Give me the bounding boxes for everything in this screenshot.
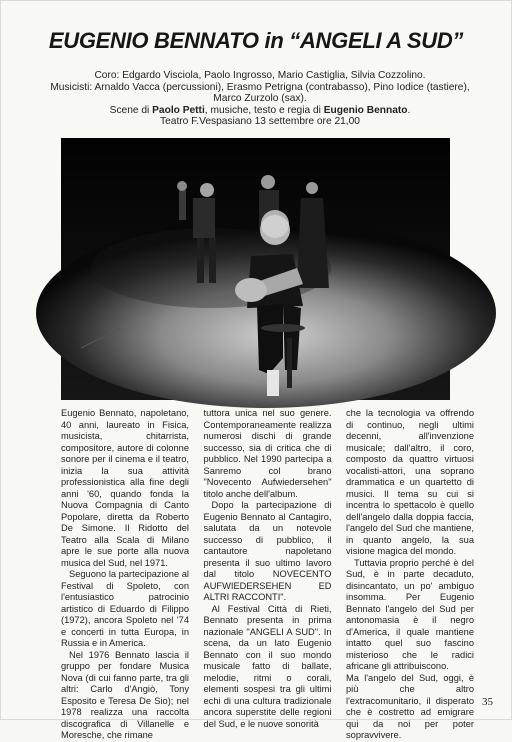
article-column-3 bbox=[346, 408, 474, 740]
credits-musicians-cont: Marco Zurzolo (sax). bbox=[213, 93, 307, 105]
article-paragraph: Dopo la partecipazione di Eugenio Bennato al Cantagiro, salutata da un notevole successo di pubblico, il cantautore napoletano presenta il suo ultimo lavoro dal titolo NOVECENTO AUFWIEDERSEHEN ED ALTRI RACCONTI". bbox=[203, 500, 332, 602]
article-paragraph: Seguono la partecipazione al Festival di Spoleto, con l'entusiastico patrocinio artistico di Eduardo di Filippo (1972), ancora Spoleto nel '74 e concerti in tutta Europa, in Russia e in America. bbox=[61, 569, 189, 648]
credits-block bbox=[40, 70, 480, 128]
page-number: 35 bbox=[482, 696, 493, 708]
page-title: EUGENIO BENNATO in “ANGELI A SUD” bbox=[48, 28, 464, 53]
scenographer-name: Paolo Petti bbox=[152, 104, 205, 116]
credits-direction: Scene di Paolo Petti, musiche, testo e regia di Eugenio Bennato. bbox=[109, 104, 411, 116]
article-paragraph: Tuttavia proprio perché è del Sud, è in parte decaduto, disincantato, un po' ambiguo insomma. Per Eugenio Bennato l'angelo del Sud per antonomasia è il negro d'America, il quale mantiene intatto quel suo fascino misterioso che le radici africane gli attribuiscono. bbox=[346, 557, 474, 671]
article-column-1 bbox=[61, 408, 189, 740]
credits-musicians: Musicisti: Arnaldo Vacca (percussioni), Erasmo Petrigna (contrabasso), Pino Iodice (tastiere), bbox=[50, 81, 470, 93]
director-name: Eugenio Bennato bbox=[323, 104, 408, 116]
article-paragraph: Ma l'angelo del Sud, oggi, è più che altro l'extracomunitario, il disperato che è costretto ad emigrare qui da noi per poter sopravvivere. bbox=[346, 672, 474, 740]
article-paragraph: Nel 1976 Bennato lascia il gruppo per fondare Musica Nova (di cui fanno parte, tra gli altri: Carlo d'Angiò, Tony Esposito e Teresa De Sio); nel 1978 realizza una raccolta discografica di Villanelle e Moresche, che rimane bbox=[61, 649, 189, 740]
article-paragraph: che la tecnologia va offrendo di continuo, negli ultimi decenni, all'invenzione musicale; dall'altro, il coro, composto da quattro virtuosi vocalisti-attori, una soprano drammatica e un quartetto di musici. Il tema su cui si incentra lo spettacolo è quello dell'angelo dalla doppia faccia, l'angelo del Sud che mantiene, in quanto angelo, la sua visione magica del mondo. bbox=[346, 408, 474, 556]
credits-chorus: Coro: Edgardo Visciola, Paolo Ingrosso, Mario Castiglia, Silvia Cozzolino. bbox=[94, 70, 426, 81]
article-paragraph: tuttora unica nel suo genere. Contemporaneamente realizza numerosi dischi di grande successo, sia di critica che di pubblico. Nel 1990 partecipa a Sanremo col brano "Novecento Aufwiedersehen" titolo anche dell'album. bbox=[203, 408, 332, 499]
stage-photo bbox=[61, 138, 450, 400]
stage-photo-image bbox=[61, 138, 450, 400]
article-body bbox=[61, 408, 474, 740]
article-paragraph: Eugenio Bennato, napoletano, 40 anni, laureato in Fisica, musicista, chitarrista, compositore, autore di colonne sonore per il cinema e il teatro, inizia la sua attività professionistica alla fine degli anni '60, quando fonda la Nuova Compagnia di Canto Popolare, diretta da Roberto De Simone. Il Ridotto del Teatro alla Scala di Milano apre le sue porte alla nuova musica del Sud, nel 1971. bbox=[61, 408, 189, 568]
credits-venue: Teatro F.Vespasiano 13 settembre ore 21,00 bbox=[160, 116, 360, 128]
article-paragraph: Al Festival Città di Rieti, Bennato presenta in prima nazionale "ANGELI A SUD". In scena, da un lato Eugenio Bennato con il suo mondo musicale fatto di ballate, melodie, ritmi o corali, elementi sospesi tra gli ultimi echi di una cultura tradizionale ancora superstite delle regioni del Sud, e le nuove sonorità bbox=[203, 603, 332, 729]
article-column-2 bbox=[203, 408, 332, 729]
